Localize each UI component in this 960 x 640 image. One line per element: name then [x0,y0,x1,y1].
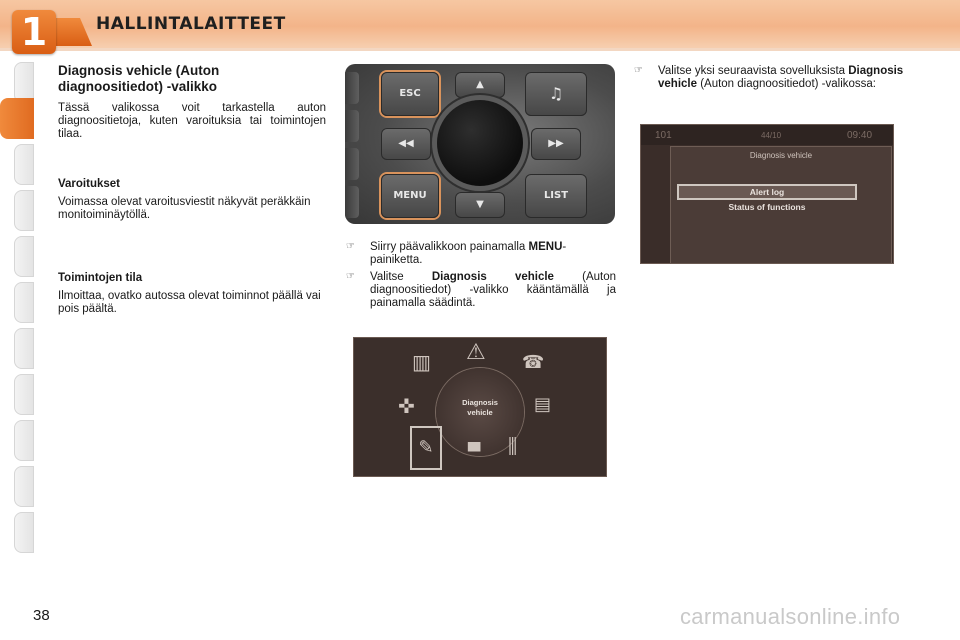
side-tab[interactable] [14,282,34,323]
rewind-button[interactable]: ◀◀ [381,128,431,160]
step-2-text [370,271,616,310]
status-mid: 44/10 [761,131,782,140]
header-divider [0,48,960,51]
panel-side-button [345,110,359,142]
rotary-dial-knob[interactable] [437,100,523,186]
menu-item-status-of-functions[interactable]: Status of functions [728,202,806,212]
status-left: 101 [655,130,672,141]
panel-side-button [345,72,359,104]
side-tab[interactable] [14,144,34,185]
step-3-bold: Diagnosis vehicle [658,65,904,90]
menu-item-alert-log[interactable]: Alert log [679,186,855,198]
intro-paragraph: Tässä valikossa voit tarkastella auton diagnoositietoja, kuten varoituksia tai toimintojen tilaa. [58,102,326,140]
watermark: carmanualsonline.info [680,604,901,629]
books-icon: ▥ [412,350,431,374]
warnings-paragraph: Voimassa olevat varoitusviestit näkyvät peräkkäin monitoiminäytöllä. [58,196,311,221]
forward-button[interactable]: ▶▶ [531,128,581,160]
bullet-hand-icon: ☞ [346,271,355,282]
section-title: Diagnosis vehicle (Auton diagnoositiedot) -valikko [58,63,220,94]
chapter-number-badge: 1 [12,10,56,54]
step-2-pre: Valitse [370,271,432,283]
status-right: 09:40 [847,130,873,141]
page-number: 38 [33,607,50,624]
panel-side-button [345,186,359,218]
step-3-text [658,65,908,91]
step-2-bold: Diagnosis vehicle [431,271,554,283]
side-tab[interactable] [14,190,34,231]
chapter-side-tabs [0,62,34,576]
control-panel-illustration [345,64,615,224]
phone-icon: ☎ [522,352,545,373]
panel-side-button [345,148,359,180]
step-1-pre: Siirry päävalikkoon painamalla [370,241,529,253]
settings-sliders-icon: ⫼ [508,434,518,458]
step-3-pre: Valitse yksi seuraavista sovelluksista [658,65,849,77]
step-1-post: -painiketta. [370,241,567,266]
step-1-text [370,241,616,267]
side-tab[interactable] [14,328,34,369]
step-3-post: (Auton diagnoositiedot) -valikossa: [697,78,876,90]
side-tab[interactable] [14,420,34,461]
chapter-title: HALLINTALAITTEET [96,14,286,34]
main-menu-screen [354,338,606,476]
menu-center-label [436,398,524,418]
car-info-icon: ▤ [534,394,552,415]
step-2-post: (Auton diagnoositiedot) -valikko kääntämällä ja painamalla säädintä. [370,271,616,309]
step-1-bold: MENU [528,241,563,253]
center-label-line2: vehicle [467,408,493,417]
side-tab[interactable] [14,466,34,507]
list-button[interactable]: LIST [525,174,587,218]
side-tab[interactable] [14,374,34,415]
side-tab[interactable] [14,62,34,103]
warning-triangle-icon: ⚠ [466,340,486,365]
down-arrow-button[interactable]: ▼ [455,192,505,218]
side-tab[interactable] [14,512,34,553]
music-icon[interactable]: ♫ [525,72,587,116]
tools-icon: ✎ [410,426,442,470]
side-tab-active[interactable] [0,98,34,139]
warnings-heading: Varoitukset [58,178,120,190]
status-paragraph: Ilmoittaa, ovatko autossa olevat toiminnot päällä vai pois päältä. [58,290,321,315]
display-icon: ▀ [468,442,481,461]
bullet-hand-icon: ☞ [346,241,355,252]
side-tab[interactable] [14,236,34,277]
bullet-hand-icon: ☞ [634,65,643,76]
center-label-line1: Diagnosis [462,398,498,407]
navigation-compass-icon: ✜ [398,394,415,418]
diag-menu-title: Diagnosis vehicle [749,151,813,160]
esc-button[interactable]: ESC [381,72,439,116]
up-arrow-button[interactable]: ▲ [455,72,505,98]
status-heading: Toimintojen tila [58,272,143,284]
menu-button[interactable]: MENU [381,174,439,218]
diagnosis-vehicle-screen [641,125,893,263]
